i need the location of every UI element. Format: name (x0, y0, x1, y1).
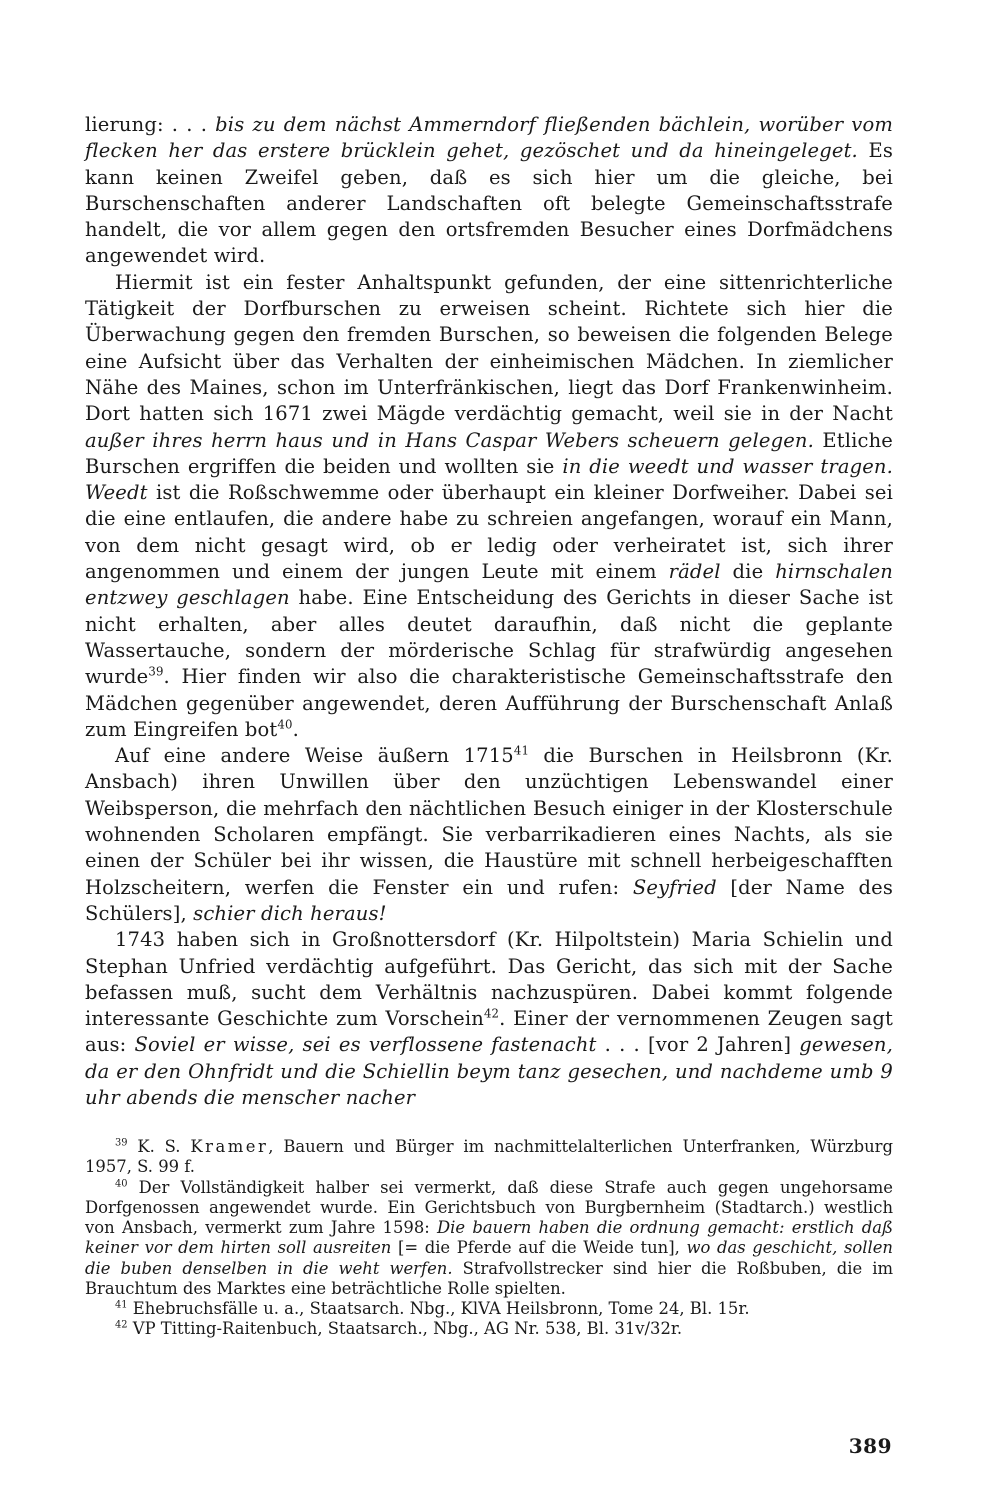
text-run: Strafvollstrecker sind hier die Roßbuben, die im Brauchtum des Marktes eine beträchtliche Rolle spielten. (85, 1258, 894, 1298)
footnote-ref: 41 (115, 1299, 128, 1311)
text-run: [= die Pferde auf die Weide tun], (391, 1238, 687, 1258)
footnote-ref: 42 (483, 1006, 500, 1021)
footnote-ref: 41 (513, 743, 530, 758)
italic-text: Die bauern haben die ordnung gemacht: erstlich daß keiner vor dem hirten soll ausreiten (85, 1218, 893, 1258)
page-number: 389 (848, 1434, 892, 1458)
footnotes (85, 1137, 893, 1339)
body-paragraph (85, 270, 893, 743)
italic-text: schier dich heraus! (193, 901, 387, 925)
text-run: Der Vollständigkeit halber sei vermerkt, daß diese Strafe auch gegen ungehorsame Dorfgenossen angewendet wurde. Ein Gerichtsbuch von Burgbernheim (Stadtarch.) westlich von Ansbach, vermerkt zum Jahre 1598: (85, 1177, 893, 1238)
text-run: . (292, 717, 299, 741)
italic-text: Soviel er wisse, sei es verflossene fastenacht (134, 1033, 597, 1057)
author-name: Kramer (190, 1137, 269, 1157)
italic-text: gewesen, da er den Ohnfridt und die Schiellin beym tanz gesechen, und nachdeme umb 9 uhr abends die menscher nacher (85, 1033, 893, 1109)
italic-text: wo das geschicht, sollen die buben denselben in die weht werfen. (85, 1238, 893, 1278)
text-run: Es kann keinen Zweifel geben, daß es sich hier um die gleiche, bei Burschenschaften anderer Landschaften oft belegte Gemeinschaftsstrafe handelt, die vor allem gegen den ortsfremden Besucher eines Dorfmädchens angewendet wird. (85, 139, 894, 268)
italic-text: in die weedt und wasser tragen. Weedt (85, 454, 893, 505)
italic-text: außer ihres herrn haus und in Hans Caspar Webers scheuern gelegen. (85, 428, 814, 452)
text-run: K. S. (127, 1137, 191, 1157)
footnote-ref: 42 (115, 1319, 128, 1331)
text-run: lierung: . . . (85, 113, 216, 136)
body-paragraph (85, 743, 893, 927)
footnote (85, 1178, 893, 1299)
page (85, 112, 893, 1339)
footnote (85, 1319, 893, 1339)
text-run: . Einer der vernommenen Zeugen sagt aus: (85, 1007, 893, 1057)
main-text (85, 112, 893, 1111)
text-run: VP Titting-Raitenbuch, Staatsarch., Nbg., AG Nr. 538, Bl. 31v/32r. (127, 1319, 683, 1339)
text-run: die Burschen in Heilsbronn (Kr. Ansbach) ihren Unwillen über den unzüchtigen Lebenswandel einer Weibsperson, die mehrfach den nächtlichen Besuch einiger in der Klosterschule wohnenden Scholaren empfängt. Sie verbarrikadieren eines Nachts, als sie einen der Schüler bei ihr wissen, die Haustüre mit schnell herbeigeschafften Holzscheitern, werfen die Fenster ein und rufen: (85, 744, 893, 899)
footnote-ref: 39 (148, 664, 164, 679)
text-run: ist die Roßschwemme oder überhaupt ein kleiner Dorfweiher. Dabei sei die eine entlaufen, die andere habe zu schreien angefangen, worauf ein Mann, von dem nicht gesagt wird, ob er ledig oder verheiratet ist, sich ihrer angenommen und einem der jungen Leute mit einem (85, 481, 893, 584)
text-run: . . . [vor 2 Jahren] (596, 1033, 800, 1057)
text-run: . Hier finden wir also die charakteristische Gemeinschaftsstrafe den Mädchen gegenüber angewendet, deren Aufführung der Burschenschaft Anlaß zum Eingreifen bot (85, 665, 893, 741)
text-run: habe. Eine Entscheidung des Gerichts in dieser Sache ist nicht erhalten, aber alles deutet daraufhin, daß nicht die geplante Wassertauche, sondern der mörderische Schlag für strafwürdig angesehen wurde (85, 586, 893, 689)
italic-text: Seyfried (632, 875, 717, 899)
text-run: die (720, 560, 776, 584)
body-paragraph (85, 112, 893, 270)
text-run: [der Name des Schülers], (85, 875, 894, 925)
italic-text: hirnschalen entzwey geschlagen (85, 560, 893, 610)
text-run: Etliche Burschen ergriffen die beiden und wollten sie (85, 428, 893, 478)
text-run: Auf eine andere Weise äußern 1715 (115, 744, 514, 768)
text-run: 1743 haben sich in Großnottersdorf (Kr. Hilpoltstein) Maria Schielin und Stephan Unfried verdächtig aufgeführt. Das Gericht, das sich mit der Sache befassen muß, sucht dem Verhältnis nachzuspüren. Dabei kommt folgende interessante Geschichte zum Vorschein (85, 928, 893, 1031)
footnote-ref: 40 (277, 717, 293, 732)
text-run: Ehebruchsfälle u. a., Staatsarch. Nbg., KlVA Heilsbronn, Tome 24, Bl. 15r. (127, 1298, 750, 1318)
body-paragraph (85, 927, 893, 1111)
footnote (85, 1137, 893, 1177)
italic-text: bis zu dem nächst Ammerndorf fließenden bächlein, worüber vom flecken her das erstere brücklein gehet, gezöschet und da hineingeleget. (85, 113, 893, 163)
footnote-ref: 40 (115, 1178, 128, 1190)
italic-text: rädel (668, 560, 721, 584)
footnote (85, 1299, 893, 1319)
text-run: , Bauern und Bürger im nachmittelalterlichen Unterfranken, Würzburg 1957, S. 99 f. (85, 1137, 893, 1177)
text-run: Hiermit ist ein fester Anhaltspunkt gefunden, der eine sittenrichterliche Tätigkeit der Dorfburschen zu erweisen scheint. Richtete sich hier die Überwachung gegen den fremden Burschen, so beweisen die folgenden Belege eine Aufsicht über das Verhalten der einheimischen Mädchen. In ziemlicher Nähe des Maines, schon im Unterfränkischen, liegt das Dorf Frankenwinheim. Dort hatten sich 1671 zwei Mägde verdächtig gemacht, weil sie in der Nacht (85, 270, 893, 426)
footnote-ref: 39 (115, 1137, 128, 1149)
